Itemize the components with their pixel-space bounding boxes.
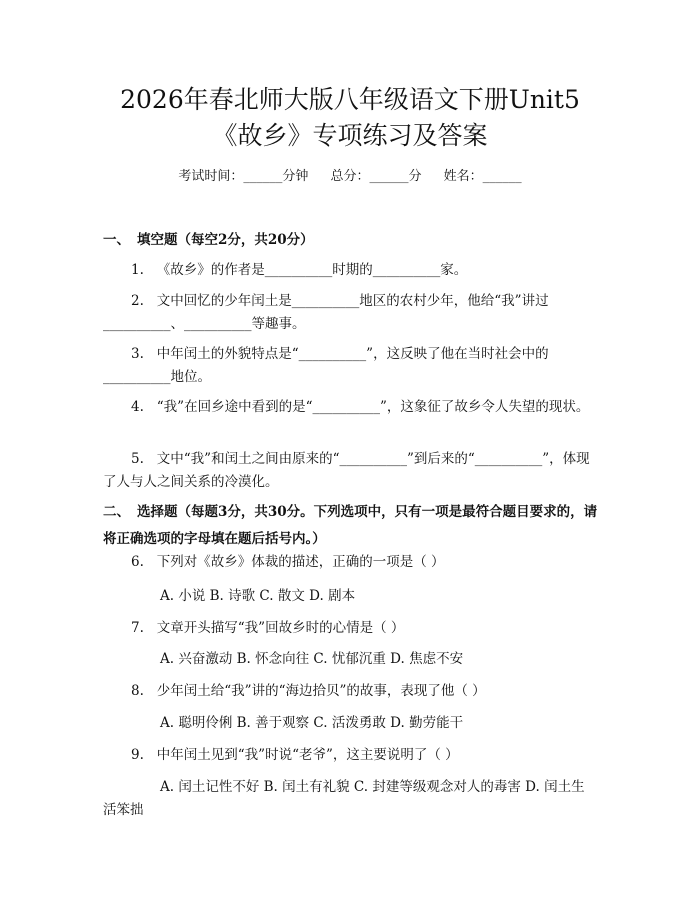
question-2: [103, 290, 603, 336]
question-text: 文中回忆的少年闰土是__________地区的农村少年，他给“我”讲过__________、__________等趣事。: [103, 293, 549, 332]
question-text: 下列对《故乡》体裁的描述，正确的一项是（ ）: [156, 554, 445, 570]
question-number: 2.: [131, 293, 144, 309]
question-7: [103, 617, 603, 640]
question-4: [103, 396, 603, 419]
question-text: 《故乡》的作者是__________时期的__________家。: [156, 262, 468, 278]
question-7-options: A. 兴奋激动 B. 怀念向往 C. 忧郁沉重 D. 焦虑不安: [160, 651, 464, 667]
question-6-options: A. 小说 B. 诗歌 C. 散文 D. 剧本: [160, 588, 356, 604]
total-score-field: 总分：______分: [330, 169, 422, 184]
question-number: 3.: [131, 346, 144, 362]
question-number: 1.: [131, 262, 144, 278]
question-text: 少年闰土给“我”讲的“海边拾贝”的故事，表现了他（ ）: [156, 683, 486, 699]
section-title: 填空题（每空2分，共20分）: [137, 232, 314, 248]
question-number: 8.: [131, 683, 144, 699]
question-text: “我”在回乡途中看到的是“__________”，这象征了故乡令人失望的现状。: [156, 399, 590, 415]
question-8-options: A. 聪明伶俐 B. 善于观察 C. 活泼勇敢 D. 勤劳能干: [160, 715, 464, 731]
question-number: 5.: [131, 451, 144, 467]
question-8: [103, 680, 603, 703]
page-title-line1: 2026年春北师大版八年级语文下册Unit5: [120, 85, 580, 114]
question-text: 文章开头描写“我”回故乡时的心情是（ ）: [156, 620, 405, 636]
question-9-options: A. 闰土记性不好 B. 闰土有礼貌 C. 封建等级观念对人的毒害 D. 闰土生活笨拙: [103, 779, 585, 818]
question-text: 中年闰土见到“我”时说“老爷”，这主要说明了（ ）: [156, 747, 459, 763]
question-9: [103, 744, 603, 767]
question-number: 9.: [131, 747, 144, 763]
question-text: 中年闰土的外貌特点是“__________”，这反映了他在当时社会中的__________地位。: [103, 346, 549, 385]
question-6: [103, 551, 603, 574]
section-title: 选择题（每题3分，共30分。下列选项中，只有一项是最符合题目要求的，请将正确选项的字母填在题后括号内。）: [103, 504, 598, 547]
name-field: 姓名：______: [443, 169, 522, 184]
question-number: 4.: [131, 399, 144, 415]
question-text: 文中“我”和闰土之间由原来的“__________”到后来的“__________”，体现了人与人之间关系的冷漠化。: [103, 451, 590, 490]
exam-time-field: 考试时间：______分钟: [178, 169, 309, 184]
question-3: [103, 343, 603, 389]
question-5: [103, 448, 603, 494]
question-1: [103, 259, 603, 282]
section-number: 一、: [103, 232, 130, 248]
page-title-line2: 《故乡》专项练习及答案: [212, 121, 488, 150]
question-number: 6.: [131, 554, 144, 570]
question-number: 7.: [131, 620, 144, 636]
section-heading-fill-blank: [103, 227, 603, 254]
section-number: 二、: [103, 504, 130, 520]
section-heading-multiple-choice: [103, 499, 603, 553]
exam-info: [0, 166, 700, 188]
